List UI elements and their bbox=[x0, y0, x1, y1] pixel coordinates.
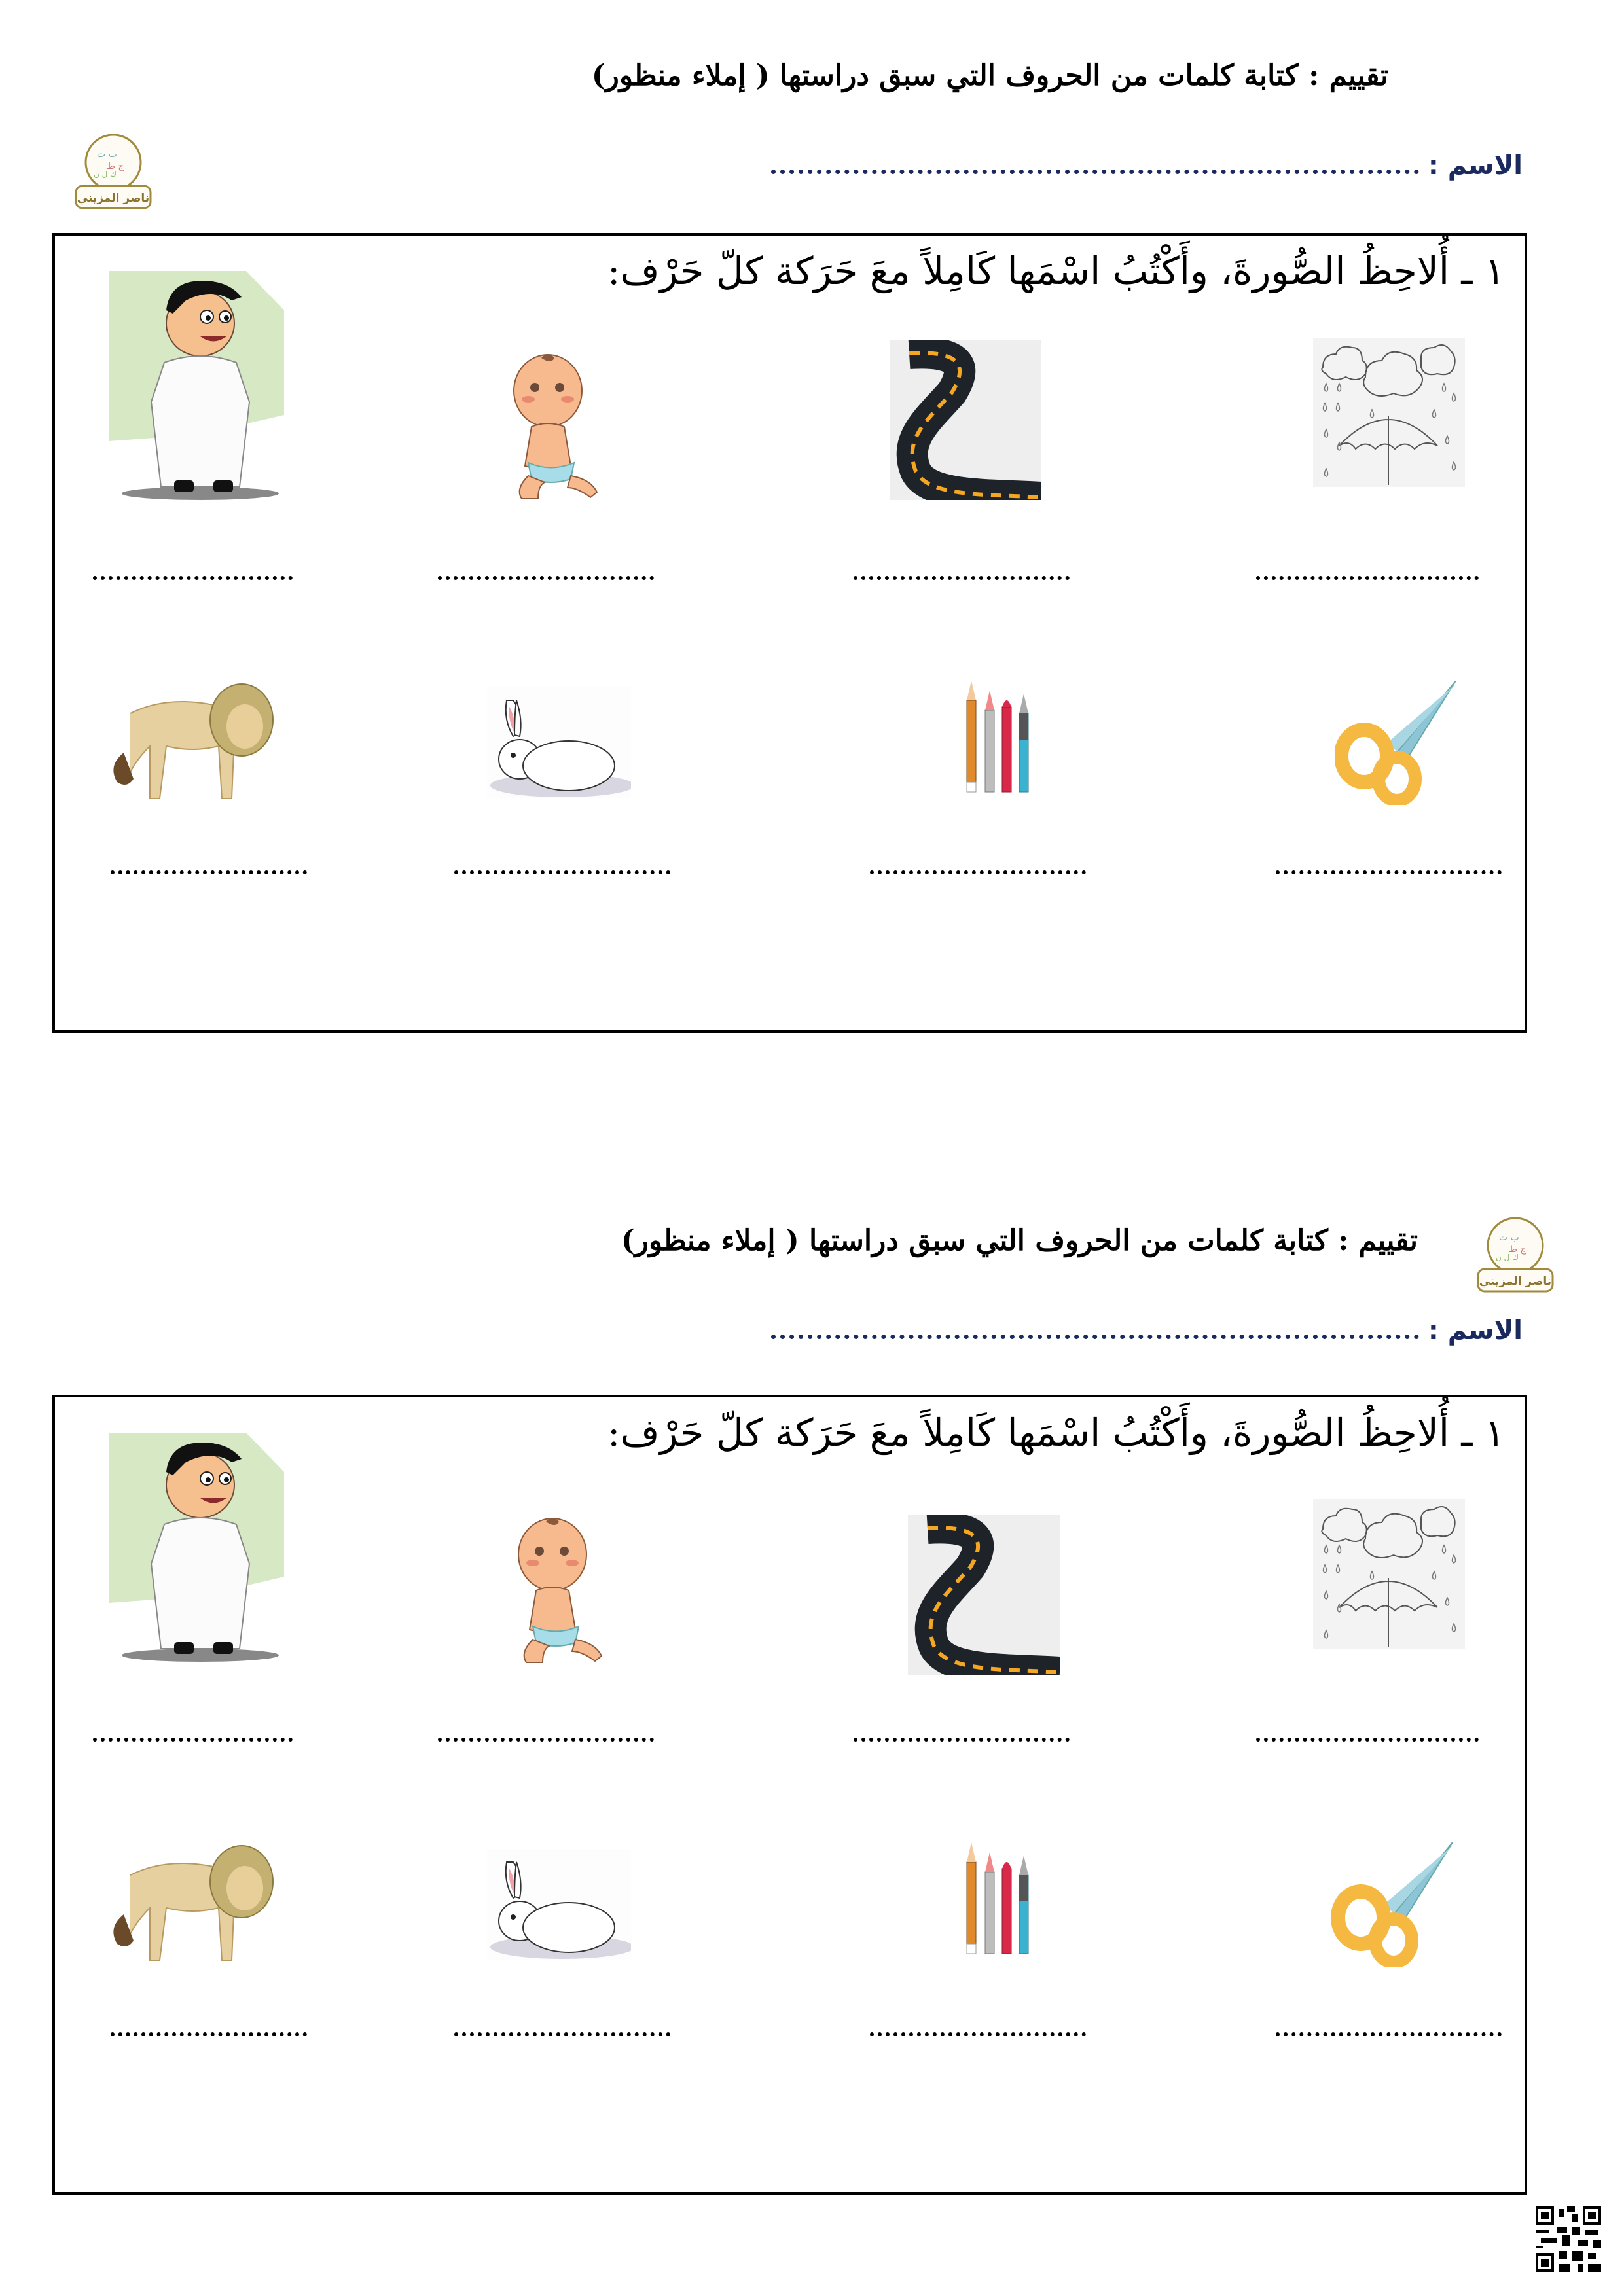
lion-picture bbox=[104, 1842, 281, 1973]
boy-picture bbox=[109, 271, 284, 500]
svg-text:ب ت: ب ت bbox=[97, 149, 117, 160]
svg-text:ناصر المزيني: ناصر المزيني bbox=[1479, 1275, 1552, 1288]
answer-blank[interactable] bbox=[1256, 1738, 1479, 1742]
answer-blank[interactable] bbox=[438, 576, 654, 580]
answer-blank[interactable] bbox=[93, 576, 293, 580]
rabbit-picture bbox=[487, 1849, 631, 1960]
answer-blank[interactable] bbox=[1256, 576, 1479, 580]
pencils-picture bbox=[962, 681, 1060, 798]
road-picture bbox=[908, 1515, 1060, 1675]
instruction-text: ١ ـ أُلاحِظُ الصُّورةَ، وأَكْتُبُ اسْمَها كَامِلاً معَ حَرَكة كلّ حَرْف: bbox=[607, 1410, 1505, 1455]
rabbit-picture bbox=[487, 687, 631, 798]
worksheet-2 bbox=[0, 1172, 1624, 2219]
name-label: الاسم : bbox=[1428, 1316, 1523, 1346]
instruction-text: ١ ـ أُلاحِظُ الصُّورةَ، وأَكْتُبُ اسْمَها كَامِلاً معَ حَرَكة كلّ حَرْف: bbox=[607, 249, 1505, 293]
baby-picture bbox=[507, 1512, 605, 1666]
answer-blank[interactable] bbox=[93, 1738, 293, 1742]
svg-text:ك ل ن: ك ل ن bbox=[1496, 1253, 1519, 1262]
baby-picture bbox=[502, 348, 600, 503]
answer-blank[interactable] bbox=[870, 2032, 1086, 2036]
logo-icon bbox=[71, 131, 156, 216]
name-field[interactable] bbox=[771, 1334, 1419, 1339]
worksheet-title: تقييم : كتابة كلمات من الحروف التي سبق دراستها ( إملاء منظور) bbox=[591, 59, 1388, 92]
scissors-picture bbox=[1331, 1842, 1456, 1967]
name-row bbox=[771, 1316, 1523, 1346]
worksheet-title: تقييم : كتابة كلمات من الحروف التي سبق دراستها ( إملاء منظور) bbox=[621, 1224, 1418, 1257]
answer-blank[interactable] bbox=[870, 870, 1086, 874]
name-field[interactable] bbox=[771, 169, 1419, 174]
answer-blank[interactable] bbox=[454, 2032, 670, 2036]
answer-blank[interactable] bbox=[111, 2032, 307, 2036]
scissors-picture bbox=[1335, 681, 1459, 805]
exercise-box bbox=[52, 1395, 1527, 2195]
svg-text:ناصر المزيني: ناصر المزيني bbox=[77, 192, 150, 205]
svg-text:ب ت: ب ت bbox=[1499, 1232, 1519, 1243]
answer-blank[interactable] bbox=[854, 576, 1070, 580]
answer-blank[interactable] bbox=[1276, 870, 1502, 874]
logo-icon bbox=[1473, 1214, 1558, 1299]
answer-blank[interactable] bbox=[1276, 2032, 1502, 2036]
pencils-picture bbox=[962, 1842, 1060, 1960]
svg-text:ج ط: ج ط bbox=[1509, 1244, 1526, 1255]
name-row bbox=[771, 151, 1523, 181]
answer-blank[interactable] bbox=[854, 1738, 1070, 1742]
lion-picture bbox=[104, 681, 281, 812]
name-label: الاسم : bbox=[1428, 151, 1523, 181]
svg-text:ك ل ن: ك ل ن bbox=[94, 170, 117, 179]
qr-code-icon bbox=[1536, 2206, 1601, 2272]
road-picture bbox=[890, 340, 1041, 500]
answer-blank[interactable] bbox=[438, 1738, 654, 1742]
answer-blank[interactable] bbox=[111, 870, 307, 874]
rain-umbrella-picture bbox=[1313, 1499, 1465, 1649]
answer-blank[interactable] bbox=[454, 870, 670, 874]
boy-picture bbox=[109, 1433, 284, 1662]
worksheet-1 bbox=[0, 0, 1624, 1047]
rain-umbrella-picture bbox=[1313, 338, 1465, 487]
exercise-box bbox=[52, 233, 1527, 1033]
svg-text:ج ط: ج ط bbox=[107, 161, 124, 171]
